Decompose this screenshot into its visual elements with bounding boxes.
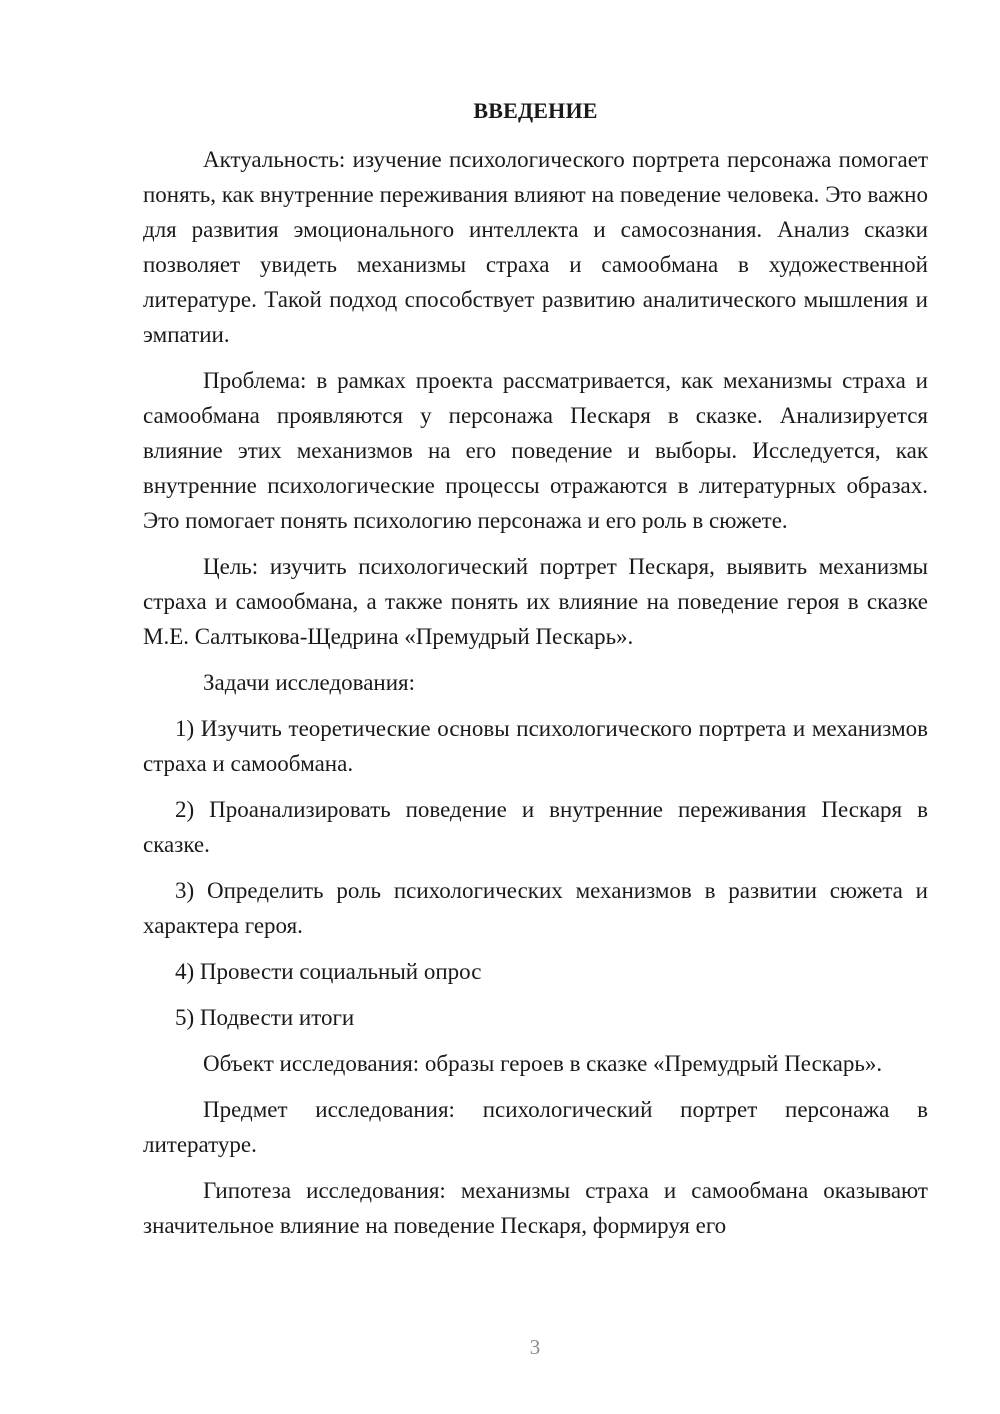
paragraph-goal: Цель: изучить психологический портрет Пескаря, выявить механизмы страха и самообмана, а также понять их влияние на поведение героя в сказке М.Е. Салтыкова-Щедрина «Премудрый Пескарь».: [143, 554, 928, 649]
task-item-2: 2) Проанализировать поведение и внутренние переживания Пескаря в сказке.: [143, 797, 928, 857]
paragraph-object: Объект исследования: образы героев в сказке «Премудрый Пескарь».: [203, 1051, 883, 1076]
paragraph-subject: Предмет исследования: психологический портрет персонажа в литературе.: [143, 1097, 928, 1157]
task-item-4: 4) Провести социальный опрос: [175, 959, 482, 984]
paragraph-tasks-heading: Задачи исследования:: [203, 670, 416, 695]
task-item-3: 3) Определить роль психологических механизмов в развитии сюжета и характера героя.: [143, 878, 928, 938]
paragraph-problem: Проблема: в рамках проекта рассматривается, как механизмы страха и самообмана проявляются у персонажа Пескаря в сказке. Анализируется влияние этих механизмов на его поведение и выборы. Исследуется, как внутренние психологические процессы отражаются в литературных образах. Это помогает понять психологию персонажа и его роль в сюжете.: [143, 368, 928, 533]
page-title: ВВЕДЕНИЕ: [473, 98, 598, 123]
task-item-5: 5) Подвести итоги: [175, 1005, 355, 1030]
page-number: 3: [529, 1335, 541, 1359]
body-text: [143, 142, 928, 1243]
paragraph-hypothesis: Гипотеза исследования: механизмы страха и самообмана оказывают значительное влияние на поведение Пескаря, формируя его: [143, 1178, 928, 1238]
task-item-1: 1) Изучить теоретические основы психологического портрета и механизмов страха и самообмана.: [143, 716, 928, 776]
paragraph-relevance: Актуальность: изучение психологического портрета персонажа помогает понять, как внутренние переживания влияют на поведение человека. Это важно для развития эмоционального интеллекта и самосознания. Анализ сказки позволяет увидеть механизмы страха и самообмана в художественной литературе. Такой подход способствует развитию аналитического мышления и эмпатии.: [143, 147, 928, 347]
